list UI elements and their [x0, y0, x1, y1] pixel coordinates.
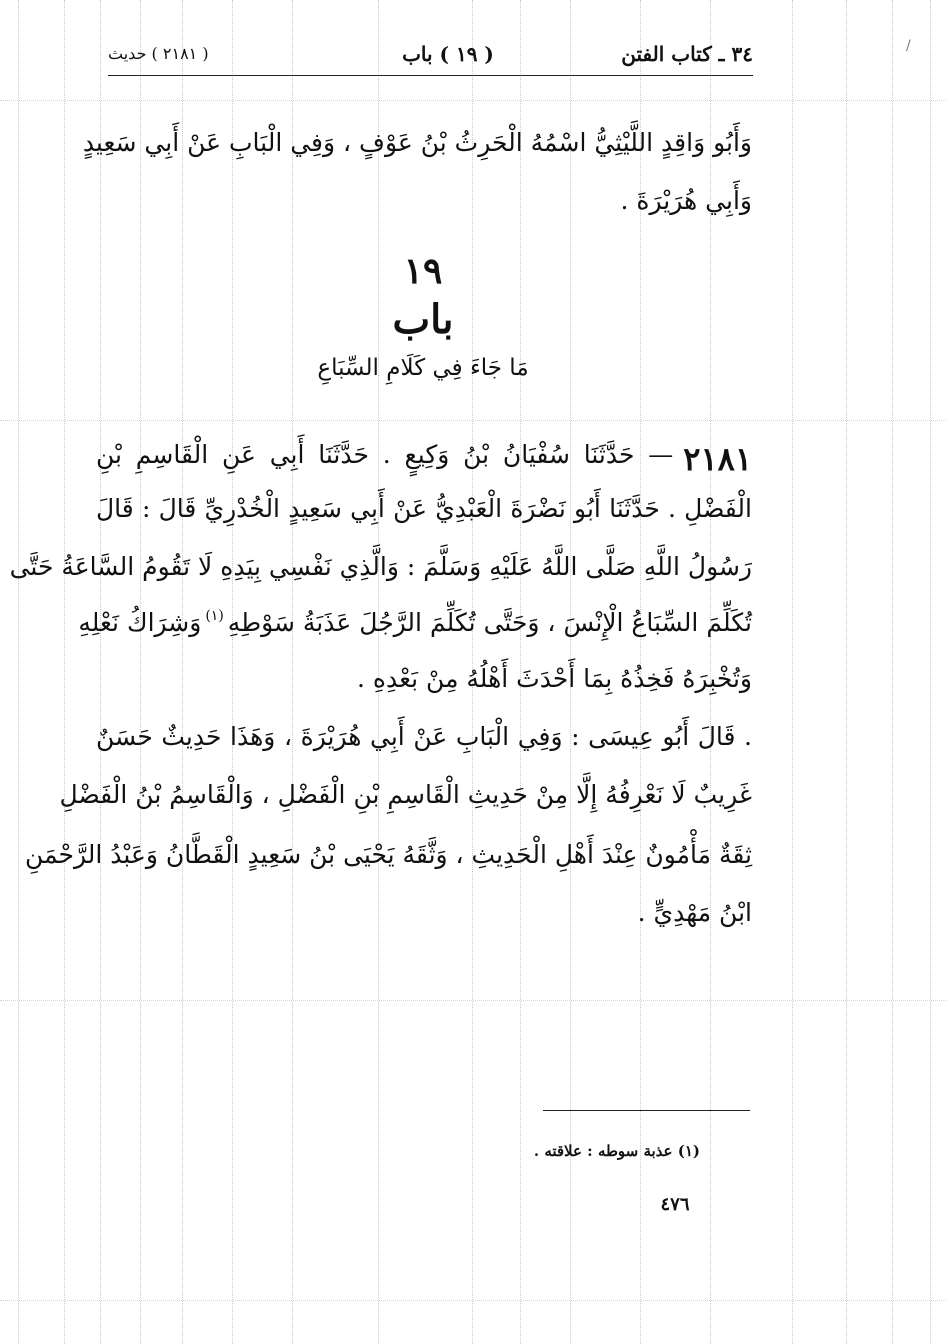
- intro-line-1: وَأَبُو وَاقِدٍ اللَّيْثِيُّ اسْمُهُ الْحَرِثُ بْنُ عَوْفٍ ، وَفِي الْبَابِ عَنْ أَبِي سَعِيدٍ: [82, 128, 752, 157]
- scan-guide: [292, 0, 293, 1344]
- scan-guide: [0, 420, 946, 421]
- hadith-line-4-text: تُكَلِّمَ السِّبَاعُ الْإِنْسَ ، وَحَتَّى تُكَلِّمَ الرَّجُلَ عَذَبَةُ سَوْطِهِ: [227, 608, 752, 637]
- header-book-title: ٣٤ ـ كتاب الفتن: [621, 42, 753, 66]
- hadith-line-1: [96, 440, 752, 478]
- footnote-reference: (١): [205, 608, 224, 624]
- hadith-line-4: [78, 608, 752, 637]
- scan-guide: [182, 0, 183, 1344]
- scan-guide: [100, 0, 101, 1344]
- header-rule: [108, 75, 753, 76]
- footnote-rule: [543, 1110, 750, 1111]
- page-number: ٤٧٦: [660, 1194, 690, 1215]
- hadith-line-4-end: وَشِرَاكُ نَعْلِهِ: [78, 608, 202, 637]
- chapter-subtitle: مَا جَاءَ فِي كَلَامِ السِّبَاعِ: [317, 355, 529, 381]
- commentary-line-2: غَرِيبٌ لَا نَعْرِفُهُ إِلَّا مِنْ حَدِيثِ الْقَاسِمِ بْنِ الْفَضْلِ ، وَالْقَاسِمُ بْنُ الْفَضْلِ: [59, 780, 752, 809]
- running-header: [108, 42, 753, 72]
- scan-guide: [18, 0, 19, 1344]
- scan-guide: [930, 0, 931, 1344]
- corner-mark: /: [906, 38, 911, 54]
- hadith-line-5: وَتُخْبِرَهُ فَخِذُهُ بِمَا أَحْدَثَ أَهْلُهُ مِنْ بَعْدِهِ .: [356, 664, 752, 693]
- scan-guide: [846, 0, 847, 1344]
- commentary-line-4: ابْنُ مَهْدِيٍّ .: [637, 898, 752, 927]
- commentary-line-1: . قَالَ أَبُو عِيسَى : وَفِي الْبَابِ عَنْ أَبِي هُرَيْرَةَ ، وَهَذَا حَدِيثٌ حَسَنٌ: [96, 722, 752, 751]
- chapter-number: ١٩: [403, 250, 443, 292]
- header-chapter: ( ١٩ ) باب: [402, 42, 494, 66]
- scan-guide: [64, 0, 65, 1344]
- commentary-line-3: ثِقَةٌ مَأْمُونٌ عِنْدَ أَهْلِ الْحَدِيثِ ، وَثَّقَهُ يَحْيَى بْنُ سَعِيدٍ الْقَطَّانُ وَعَبْدُ الرَّحْمَنِ: [25, 840, 752, 869]
- scan-guide: [0, 1300, 946, 1301]
- hadith-number: ٢١٨١: [683, 440, 752, 478]
- hadith-line-2: الْفَضْلِ . حَدَّثَنَا أَبُو نَضْرَةَ الْعَبْدِيُّ عَنْ أَبِي سَعِيدٍ الْخُدْرِيِّ قَالَ : قَالَ: [96, 494, 752, 523]
- intro-line-2: وَأَبِي هُرَيْرَةَ .: [620, 186, 752, 215]
- chapter-title: باب: [392, 296, 454, 343]
- hadith-line-3: رَسُولُ اللَّهِ صَلَّى اللَّهُ عَلَيْهِ وَسَلَّمَ : وَالَّذِي نَفْسِي بِيَدِهِ لَا تَقُومُ السَّاعَةُ حَتَّى: [9, 552, 752, 581]
- scan-guide: [232, 0, 233, 1344]
- header-hadith-number: ( ٢١٨١ ) حديث: [108, 44, 209, 63]
- scan-guide: [0, 100, 946, 101]
- scan-guide: [792, 0, 793, 1344]
- footnote: (١) عذبة سوطه : علاقته .: [533, 1142, 700, 1160]
- hadith-line-1-text: — حَدَّثَنَا سُفْيَانُ بْنُ وَكِيعٍ . حَدَّثَنَا أَبِي عَنِ الْقَاسِمِ بْنِ: [96, 440, 674, 469]
- scan-guide: [140, 0, 141, 1344]
- scan-guide: [892, 0, 893, 1344]
- scan-guide: [0, 1000, 946, 1001]
